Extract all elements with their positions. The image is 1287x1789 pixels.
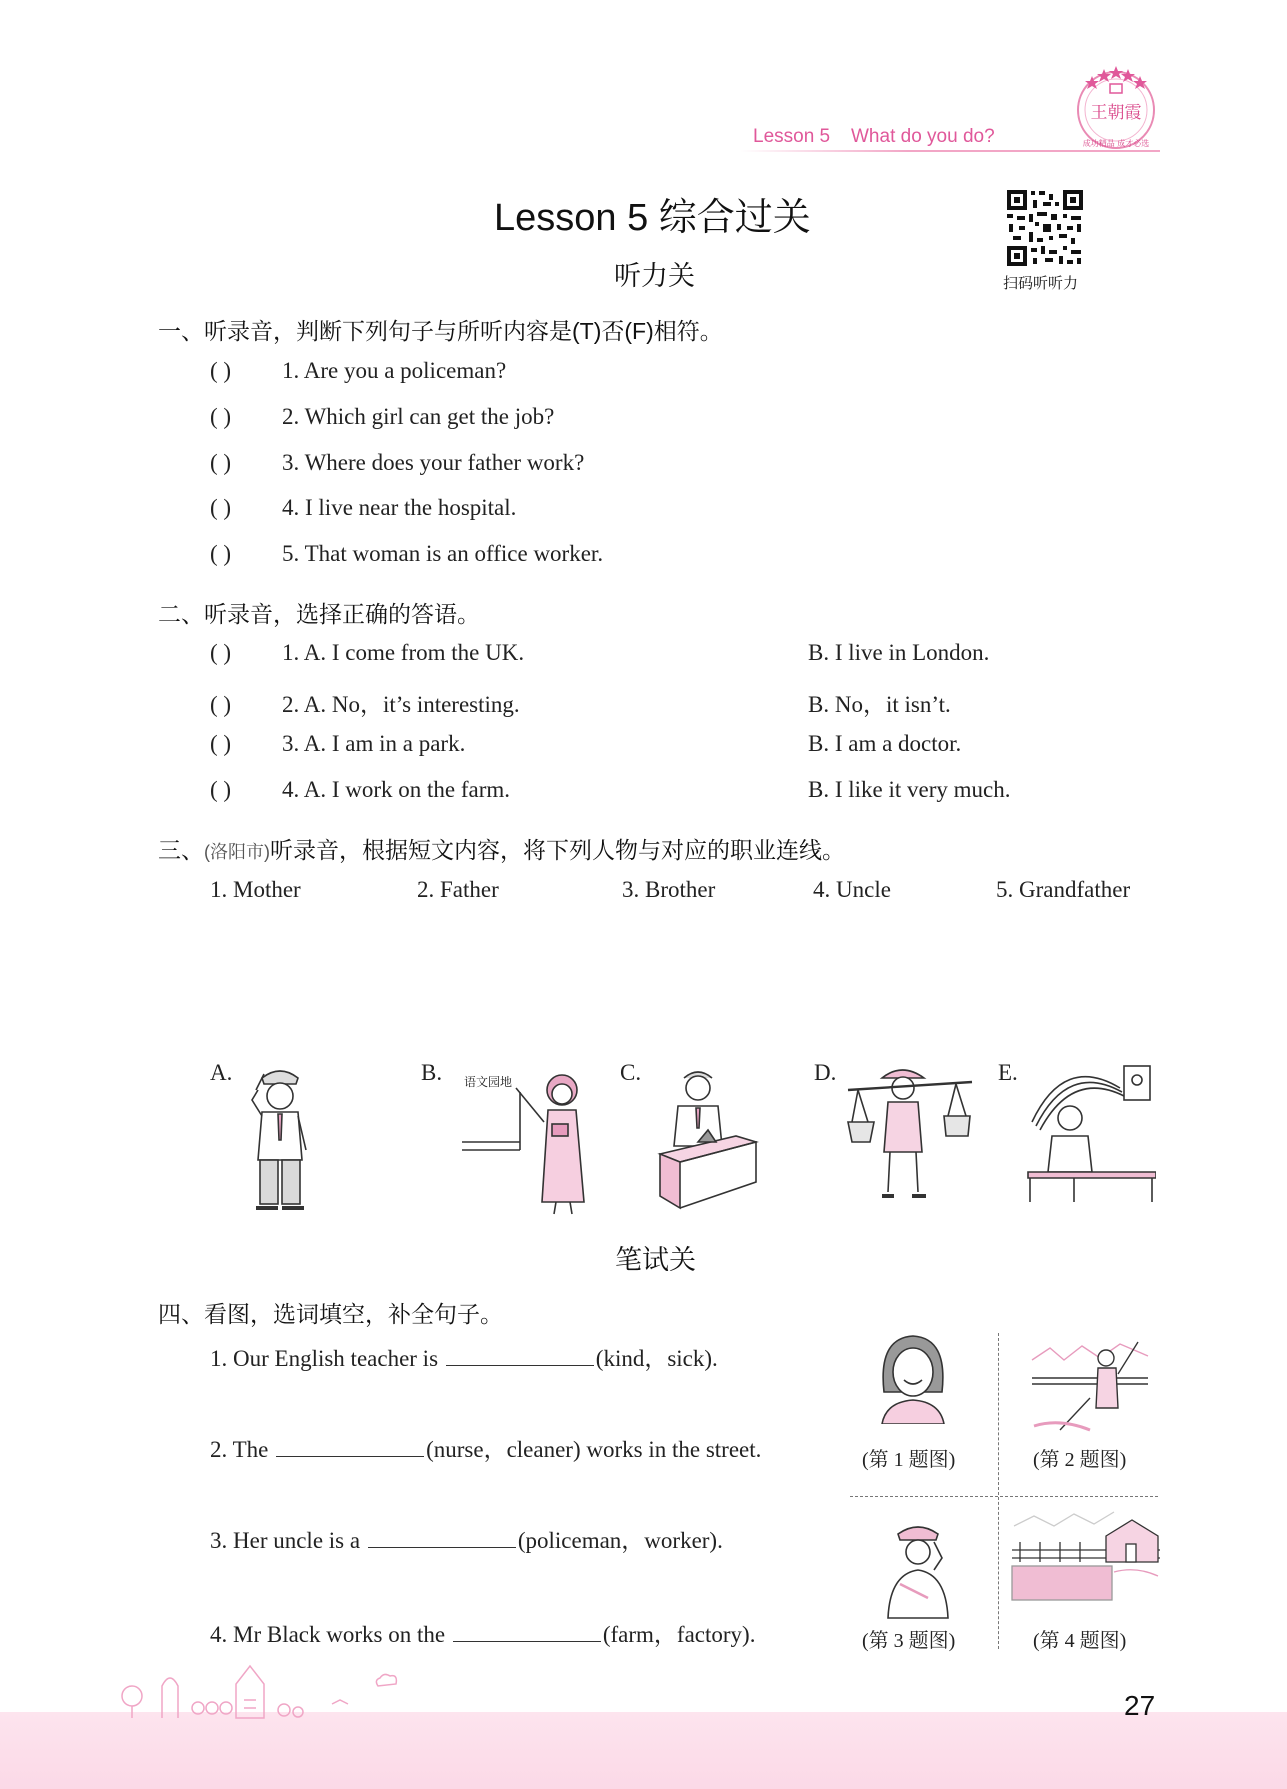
- logo-slogan: 成功精品 成才必选: [1082, 139, 1150, 148]
- qr-code[interactable]: [1005, 188, 1085, 268]
- picture-c: [656, 1062, 766, 1217]
- writing-heading: 笔试关: [615, 1245, 696, 1275]
- section4-picture-4: [1010, 1506, 1160, 1611]
- section4-picture-2: [1030, 1338, 1150, 1443]
- farmer-icon: [846, 1060, 976, 1210]
- policeman-icon: [240, 1060, 320, 1215]
- section1-item: ( ) 4. I live near the hospital.: [210, 495, 517, 520]
- page-title: Lesson 5 综合过关: [494, 197, 811, 239]
- grid-divider-horizontal: [850, 1496, 1158, 1497]
- section1-item: ( ) 2. Which girl can get the job?: [210, 404, 555, 429]
- answer-blank[interactable]: [446, 1345, 594, 1366]
- answer-blank[interactable]: [368, 1527, 516, 1548]
- answer-blank[interactable]: [453, 1621, 601, 1642]
- picture-e: [1024, 1062, 1156, 1217]
- picture-caption: (第 1 题图): [862, 1449, 956, 1471]
- office-worker-icon: [656, 1062, 766, 1212]
- qr-caption: 扫码听听力: [1003, 275, 1079, 292]
- section2-item-b: B. I am a doctor.: [808, 731, 962, 756]
- picture-caption: (第 3 题图): [862, 1630, 956, 1652]
- person-label: 4. Uncle: [813, 877, 891, 902]
- section2-item-b: B. I live in London.: [808, 640, 990, 665]
- footer-cloud: [374, 1672, 400, 1695]
- smiling-teacher-icon: [876, 1332, 950, 1424]
- board-text: 语文园地: [464, 1075, 513, 1089]
- section2-item-b: B. I like it very much.: [808, 777, 1011, 802]
- section4-picture-1: [876, 1332, 950, 1429]
- footer-decoration: [118, 1660, 418, 1725]
- person-label: 1. Mother: [210, 877, 301, 902]
- picture-label: A.: [210, 1060, 233, 1085]
- section4-picture-3: [868, 1518, 968, 1627]
- header-lesson-tag: Lesson 5: [753, 126, 831, 147]
- picture-caption: (第 4 题图): [1033, 1630, 1127, 1652]
- answer-blank[interactable]: [276, 1436, 424, 1457]
- picture-label: D.: [814, 1060, 837, 1085]
- picture-label: C.: [620, 1060, 642, 1085]
- section2-heading: 二、听录音，选择正确的答语。: [158, 601, 480, 627]
- person-label: 2. Father: [417, 877, 499, 902]
- castle-decoration-icon: [118, 1660, 418, 1720]
- picture-label: B.: [421, 1060, 443, 1085]
- cook-icon: [1024, 1062, 1156, 1212]
- logo-text: 王朝霞: [1090, 103, 1142, 123]
- section1-heading: 一、听录音，判断下列句子与所听内容是(T)否(F)相符。: [158, 318, 723, 344]
- person-label: 5. Grandfather: [996, 877, 1131, 902]
- section2-item-a: ( ) 3. A. I am in a park.: [210, 731, 466, 756]
- section4-item: 2. The (nurse，cleaner) works in the street.: [210, 1437, 762, 1462]
- section2-item-a: ( ) 4. A. I work on the farm.: [210, 777, 511, 802]
- section1-item: ( ) 5. That woman is an office worker.: [210, 541, 604, 566]
- picture-d: [846, 1060, 976, 1215]
- worker-icon: [868, 1518, 968, 1622]
- person-label: 3. Brother: [622, 877, 716, 902]
- listening-heading: 听力关: [614, 261, 695, 291]
- street-cleaner-icon: [1030, 1338, 1150, 1438]
- brand-logo: [1072, 62, 1160, 152]
- section4-heading: 四、看图，选词填空，补全句子。: [158, 1301, 503, 1327]
- header-lesson-subtitle: What do you do?: [851, 126, 995, 147]
- picture-label: E.: [998, 1060, 1018, 1085]
- section4-item: 1. Our English teacher is (kind，sick).: [210, 1346, 718, 1371]
- cloud-icon: [374, 1672, 400, 1690]
- section1-item: ( ) 1. Are you a policeman?: [210, 358, 507, 383]
- section4-item: 3. Her uncle is a (policeman，worker).: [210, 1528, 723, 1553]
- section2-item-a: ( ) 1. A. I come from the UK.: [210, 640, 525, 665]
- picture-a: [240, 1060, 320, 1220]
- section2-item-b: B. No，it isn’t.: [808, 692, 951, 717]
- farm-icon: [1010, 1506, 1160, 1606]
- picture-b: [460, 1062, 590, 1223]
- section3-heading: 三、(洛阳市)听录音，根据短文内容，将下列人物与对应的职业连线。: [158, 837, 845, 863]
- section4-item: 4. Mr Black works on the (farm，factory).: [210, 1622, 756, 1647]
- picture-caption: (第 2 题图): [1033, 1449, 1127, 1471]
- page-number: 27: [1124, 1690, 1156, 1721]
- section1-item: ( ) 3. Where does your father work?: [210, 450, 585, 475]
- qr-code-icon: [1005, 188, 1085, 268]
- section2-item-a: ( ) 2. A. No，it’s interesting.: [210, 692, 520, 717]
- grid-divider-vertical: [998, 1333, 999, 1649]
